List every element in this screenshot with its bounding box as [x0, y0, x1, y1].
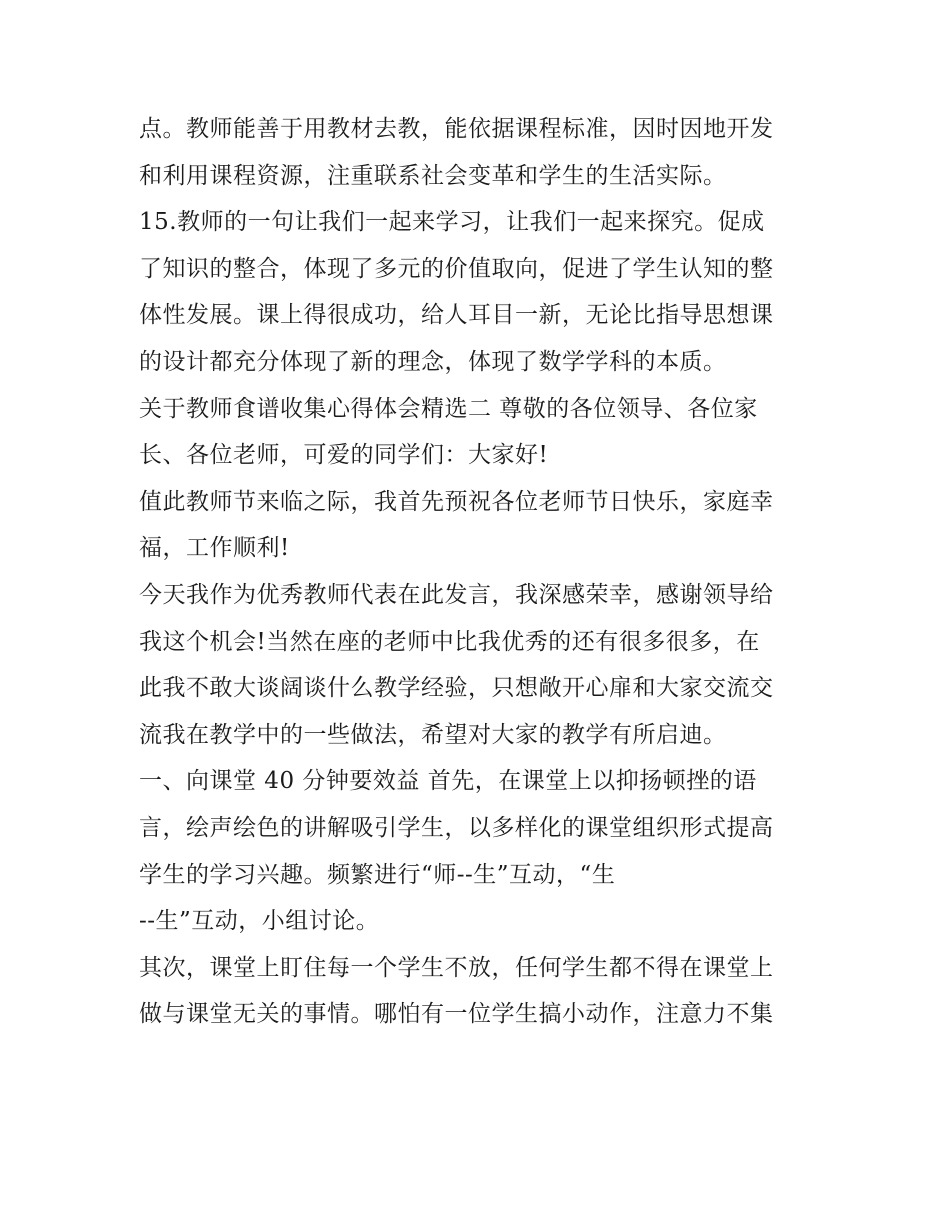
- text-line: 的设计都充分体现了新的理念，体现了数学学科的本质。: [139, 348, 727, 375]
- text-line: 流我在教学中的一些做法，希望对大家的教学有所启迪。: [139, 721, 727, 748]
- text-line: 我这个机会!当然在座的老师中比我优秀的还有很多很多，在: [139, 628, 760, 655]
- text-line: 点。教师能善于用教材去教，能依据课程标准，因时因地开发: [139, 116, 774, 142]
- text-line: 今天我作为优秀教师代表在此发言，我深感荣幸，感谢领导给: [139, 581, 774, 608]
- text-line: 其次，课堂上盯住每一个学生不放，任何学生都不得在课堂上: [139, 954, 774, 981]
- text-line: 言，绘声绘色的讲解吸引学生，以多样化的课堂组织形式提高: [139, 814, 774, 841]
- text-line: 值此教师节来临之际，我首先预祝各位老师节日快乐，家庭幸: [139, 488, 774, 515]
- text-line: --生”互动，小组讨论。: [139, 908, 380, 935]
- text-line: 15.教师的一句让我们一起来学习，让我们一起来探究。促成: [139, 209, 765, 236]
- text-line: 了知识的整合，体现了多元的价值取向，促进了学生认知的整: [139, 255, 774, 282]
- document-body: [139, 106, 819, 1038]
- text-line: 此我不敢大谈阔谈什么教学经验，只想敞开心扉和大家交流交: [139, 675, 774, 702]
- text-line: 学生的学习兴趣。频繁进行“师--生”互动，“生: [139, 861, 616, 888]
- text-line: 福，工作顺利!: [139, 535, 290, 562]
- text-line: 和利用课程资源，注重联系社会变革和学生的生活实际。: [139, 162, 727, 189]
- text-line: 关于教师食谱收集心得体会精选二 尊敬的各位领导、各位家: [139, 395, 758, 422]
- text-line: 体性发展。课上得很成功，给人耳目一新，无论比指导思想课: [139, 302, 774, 329]
- text-line: 做与课堂无关的事情。哪怕有一位学生搞小动作，注意力不集: [139, 1001, 774, 1028]
- text-line: 长、各位老师，可爱的同学们：大家好!: [139, 442, 549, 469]
- text-line: 一、向课堂 40 分钟要效益 首先，在课堂上以抑扬顿挫的语: [139, 768, 757, 795]
